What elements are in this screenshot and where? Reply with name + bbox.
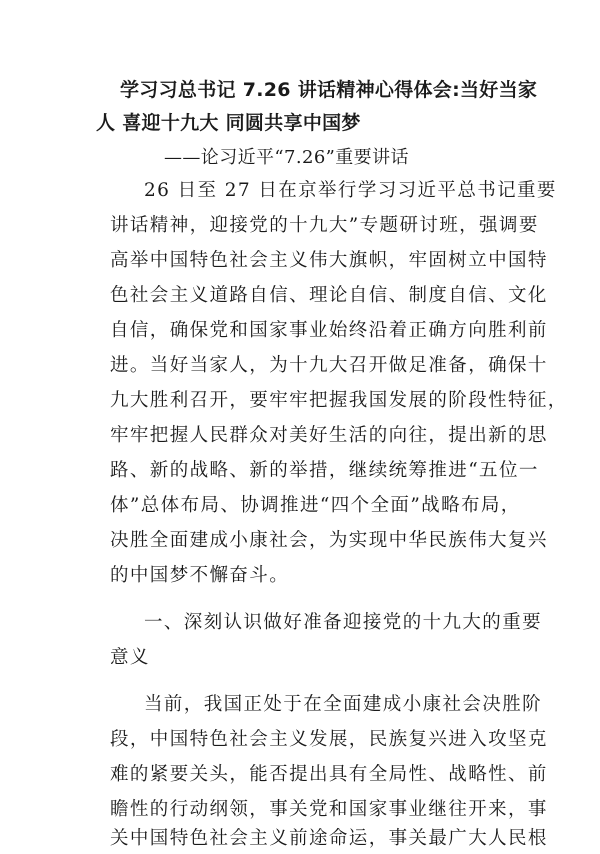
paragraph-1-line: 自信，确保党和国家事业始终沿着正确方向胜利前 [110,320,548,341]
paragraph-2-line: 段，中国特色社会主义发展，民族复兴进入攻坚克 [110,729,548,750]
section-heading-line: 一、深刻认识做好准备迎接党的十九大的重要 [144,612,543,633]
paragraph-1-line: 高举中国特色社会主义伟大旗帜，牢固树立中国特 [110,250,548,271]
paragraph-2-line: 关中国特色社会主义前途命运，事关最广大人民根 [110,828,548,849]
paragraph-1-line: 体”总体布局、协调推进“四个全面”战略布局， [110,495,521,516]
paragraph-1-line: 牢牢把握人民群众对美好生活的向往，提出新的思 [110,425,548,446]
paragraph-2-line: 瞻性的行动纲领，事关党和国家事业继往开来，事 [110,799,548,820]
document-title-line-2: 人 喜迎十九大 同圆共享中国梦 [96,112,361,134]
section-heading-line: 意义 [110,647,150,668]
paragraph-1-line: 26 日至 27 日在京举行学习习近平总书记重要 [144,180,557,201]
document-title-line-1: 学习习总书记 7.26 讲话精神心得体会:当好当家 [120,79,538,101]
paragraph-2-line: 难的紧要关头，能否提出具有全局性、战略性、前 [110,764,548,785]
paragraph-1-line: 九大胜利召开，要牢牢把握我国发展的阶段性特征， [110,390,568,411]
paragraph-1-line: 进。当好当家人，为十九大召开做足准备，确保十 [110,355,548,376]
paragraph-2-line: 当前，我国正处于在全面建成小康社会决胜阶 [144,694,543,715]
paragraph-1-line: 讲话精神，迎接党的十九大”专题研讨班，强调要 [110,215,539,236]
paragraph-1-line: 色社会主义道路自信、理论自信、制度自信、文化 [110,285,548,306]
paragraph-1-line: 的中国梦不懈奋斗。 [110,565,290,586]
document-subtitle: ——论习近平“7.26”重要讲话 [164,147,409,168]
paragraph-1-line: 决胜全面建成小康社会，为实现中华民族伟大复兴 [110,530,548,551]
paragraph-1-line: 路、新的战略、新的举措，继续统筹推进“五位一 [110,460,539,481]
